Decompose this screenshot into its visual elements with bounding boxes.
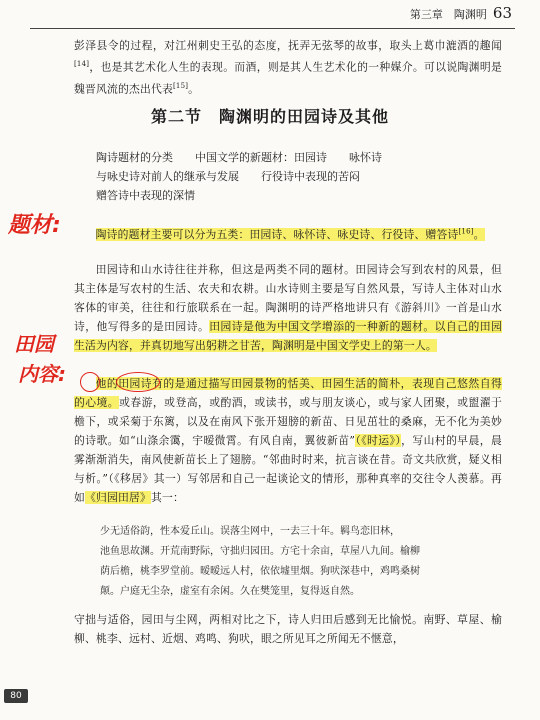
poem-block (100, 522, 500, 602)
footnote-ref: [15] (172, 81, 189, 90)
themes-text: 陶诗的题材主要可以分为五类：田园诗、咏怀诗、咏史诗、行役诗、赠答诗 (95, 227, 459, 241)
content-text-3: 其一： (150, 491, 184, 504)
highlighted-text: 他的田园诗有的是通过描写田园景物的恬美、田园生活的简朴，表现自己悠然自得的心境。 (74, 377, 502, 409)
highlighted-title: （《时运》） (355, 434, 402, 447)
section-title: 第二节 陶渊明的田园诗及其他 (150, 107, 389, 126)
paragraph-contrast (74, 610, 502, 648)
running-head (410, 4, 512, 22)
paragraph-content (74, 374, 502, 507)
content-text-2: ，写山村的早晨，晨雾渐渐消失，南风使新苗长上了翅膀。“邻曲时时来，抗言谈在昔。奇文共欣赏，疑义相与析。”（《移居》其一）写邻居和自己一起谈论文的情形，那种真率的交往令人羡慕。再如 (74, 434, 502, 504)
paragraph-themes (74, 222, 502, 244)
poem-line: 少无适俗韵，性本爱丘山。误落尘网中，一去三十年。羁鸟恋旧林， (100, 526, 400, 537)
header-rule (30, 28, 515, 29)
poem-line: 荫后檐，桃李罗堂前。暧暧远人村，依依墟里烟。狗吠深巷中，鸡鸣桑树 (100, 566, 420, 577)
outline-row (96, 148, 516, 167)
ink-circle-mark (116, 372, 160, 392)
page-number: 63 (492, 4, 512, 22)
chapter-title: 第三章 陶渊明 (409, 8, 487, 21)
contrast-text: 守拙与适俗，园田与尘网，两相对比之下，诗人归田后感到无比愉悦。南野、草屋、榆柳、桃李、远村、近烟、鸡鸣、狗吠，眼之所见耳之所闻无不惬意， (74, 613, 502, 645)
intro-text-2: ，也是其艺术化人生的表现。而酒，则是其人生艺术化的一种媒介。可以说陶渊明是魏晋风流的杰出代表 (74, 60, 502, 96)
intro-paragraph (74, 36, 502, 98)
poem-line: 池鱼思故渊。开荒南野际，守拙归园田。方宅十余亩，草屋八九间。榆柳 (100, 546, 420, 557)
paragraph-pastoral (74, 260, 502, 355)
outline-item: 与咏史诗对前人的继承与发展 (96, 170, 239, 183)
ink-circle-mark (80, 372, 100, 392)
outline-row (96, 186, 516, 205)
page-badge: 80 (4, 689, 28, 703)
outline-item: 中国文学的新题材：田园诗 (195, 151, 327, 164)
footnote-ref: [16] (458, 227, 474, 235)
themes-end: 。 (473, 227, 485, 241)
outline-item: 咏怀诗 (349, 151, 382, 164)
section-outline (96, 148, 516, 205)
pastoral-text: 田园诗和山水诗往往并称，但这是两类不同的题材。田园诗会写到农村的风景，但其主体是写农村的生活、农夫和农耕。山水诗则主要是写自然风景，写诗人主体对山水客体的审美，往往和行旅联系在一起。陶渊明的诗严格地讲只有《游斜川》一首是山水诗，他写得多的是田园诗。 (74, 263, 502, 333)
outline-item: 赠答诗中表现的深情 (96, 189, 195, 202)
highlighted-title: 《归园田居》 (85, 491, 151, 504)
highlighted-text (96, 228, 485, 241)
handwritten-note-pastoral: 田园 (14, 332, 54, 356)
handwritten-note-theme: 题材: (8, 213, 61, 238)
outline-item: 行役诗中表现的苦闷 (261, 170, 360, 183)
outline-row (96, 167, 516, 186)
highlighted-text: 田园诗是他为中国文学增添的一种新的题材。以自己的田园生活为内容，并真切地写出躬耕之甘苦，陶渊明是中国文学史上的第一人。 (74, 320, 502, 352)
content-text: 或春游，或登高，或酌酒，或读书，或与朋友谈心，或与家人团聚，或盥濯于檐下，或采菊于东篱，以及在南风下张开翅膀的新苗、日见茁壮的桑麻，无不化为美妙的诗歌。如“山涤余霭，宇暧微霄。有风自南，翼彼新苗” (74, 396, 503, 447)
footnote-ref: [14] (74, 60, 90, 68)
outline-item: 陶诗题材的分类 (96, 151, 173, 164)
intro-text: 彭泽县令的过程，对江州刺史王弘的态度，抚弄无弦琴的故事，取头上葛巾漉酒的趣闻 (74, 39, 502, 52)
intro-text-3: 。 (188, 82, 200, 96)
handwritten-note-content: 内容: (18, 362, 66, 386)
poem-line: 颠。户庭无尘杂，虚室有余闲。久在樊笼里，复得返自然。 (100, 586, 360, 597)
